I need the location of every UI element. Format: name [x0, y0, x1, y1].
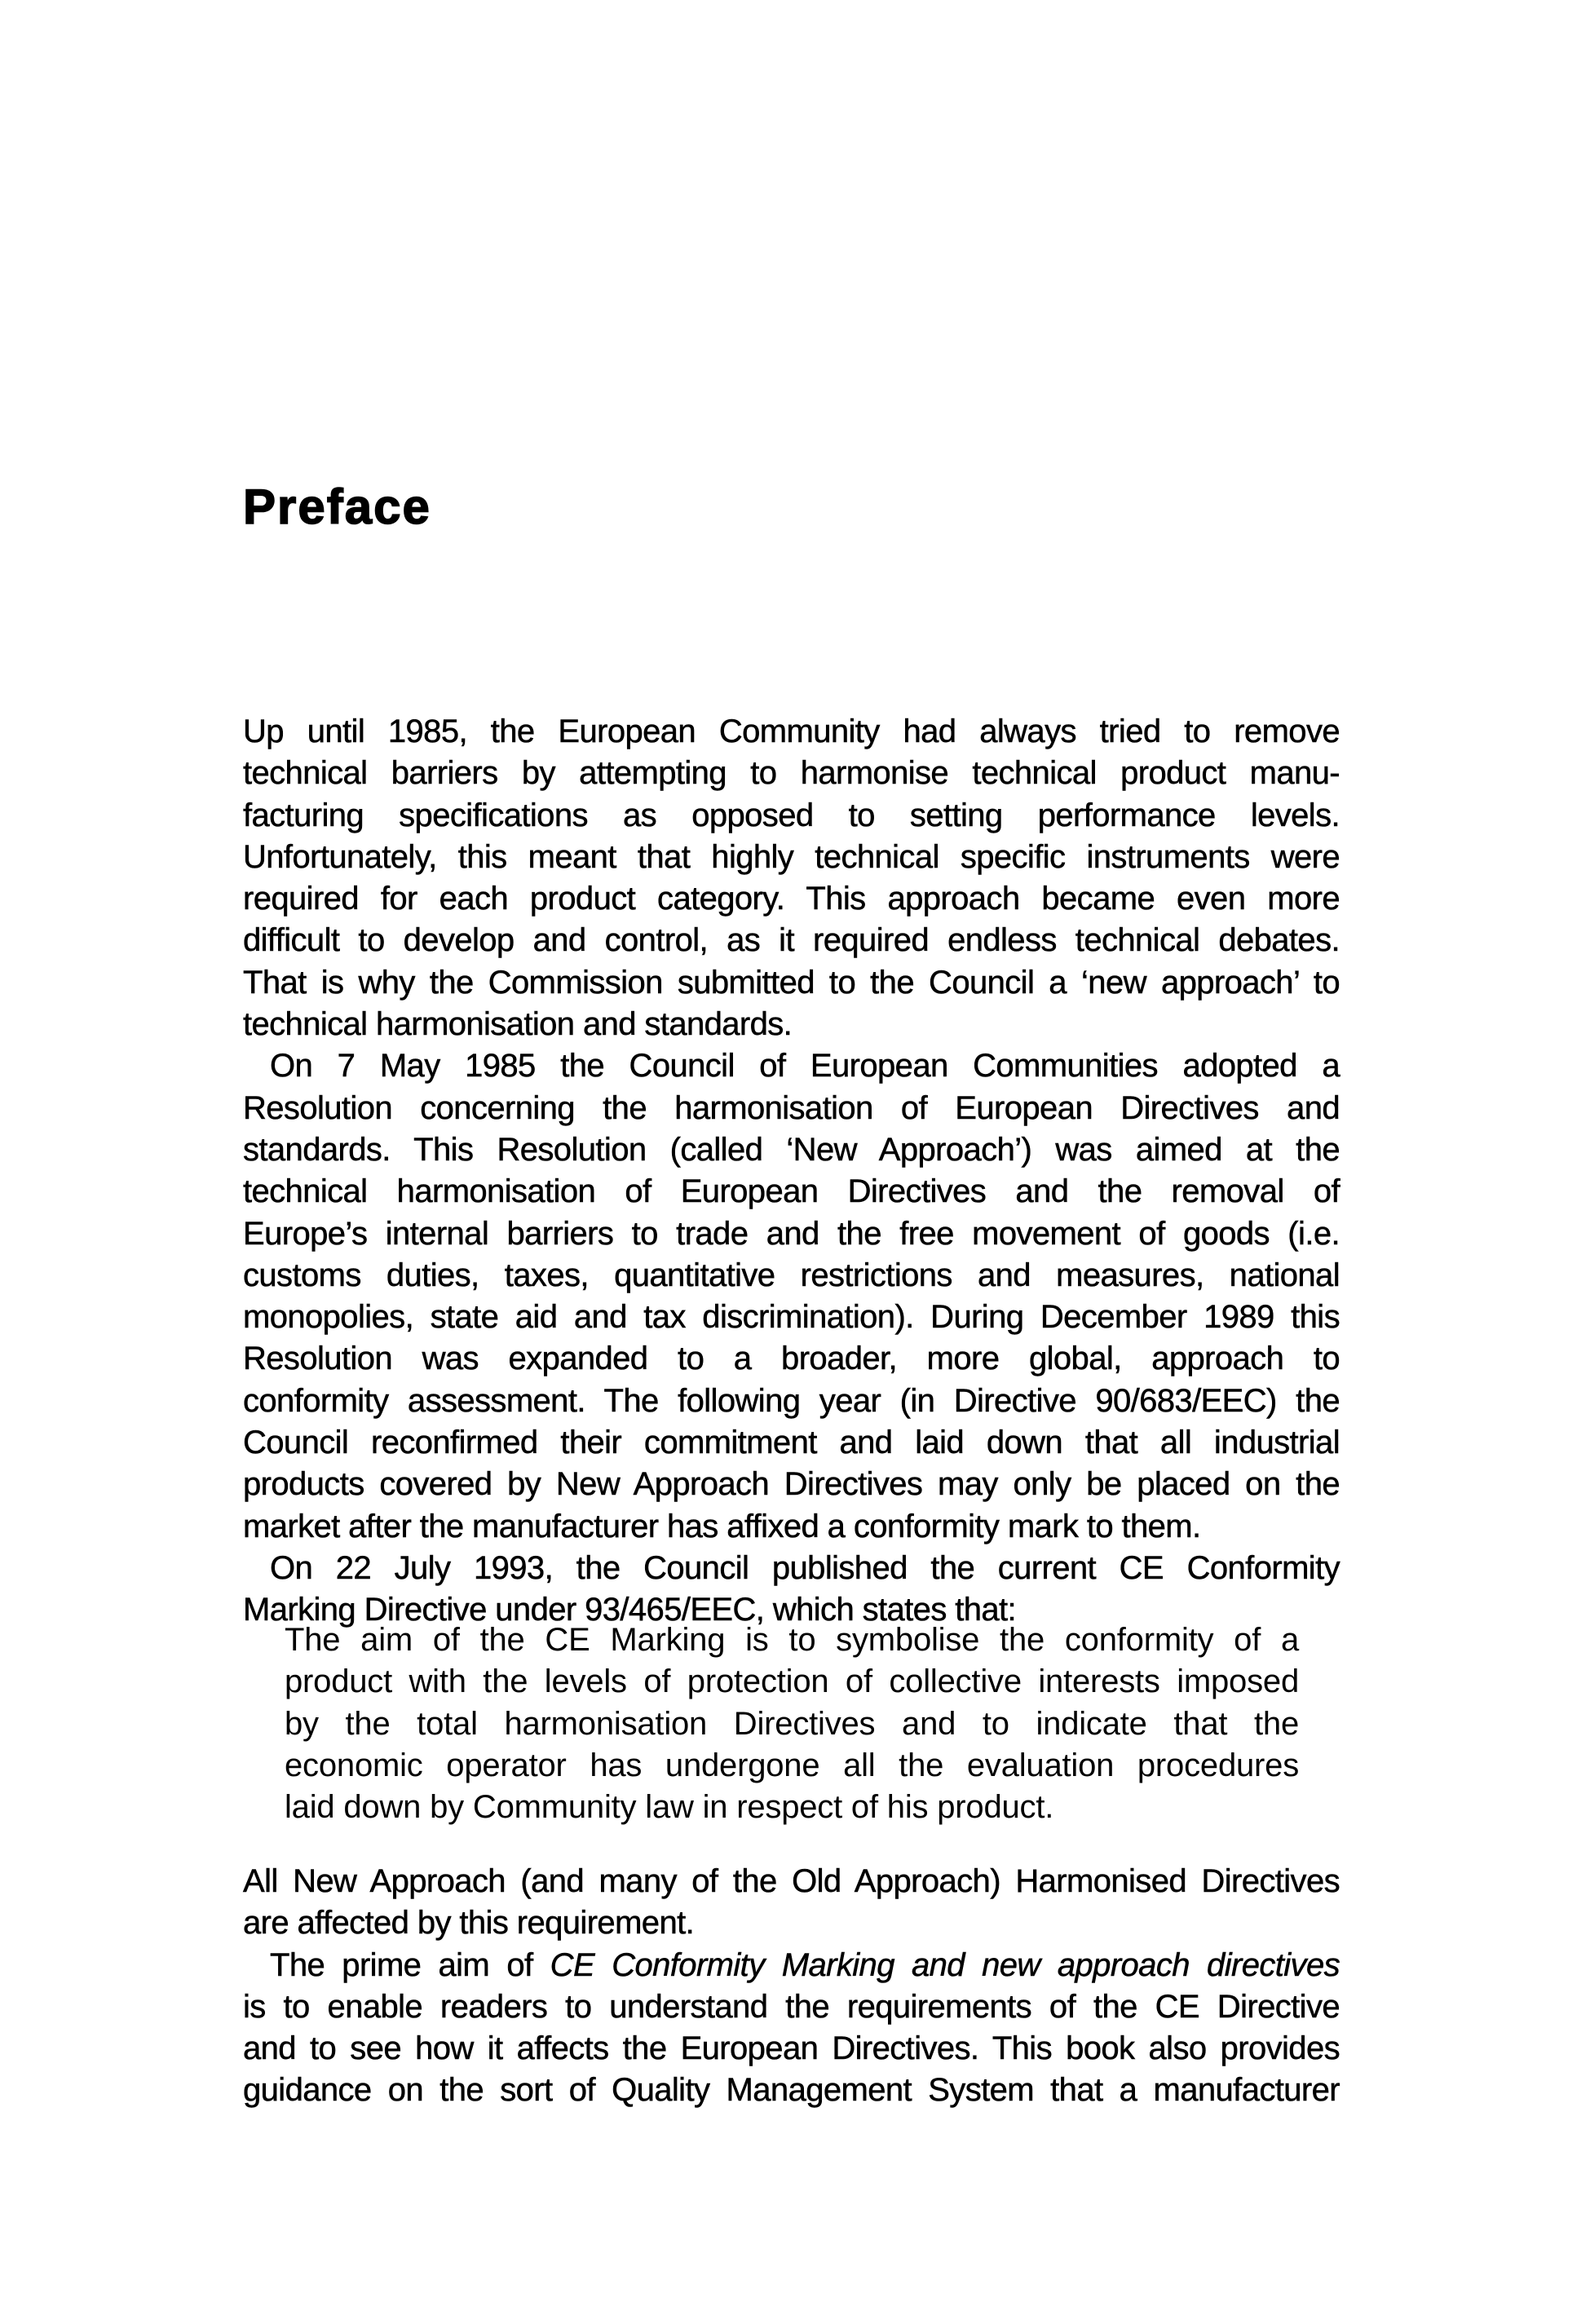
text-line: conformity assessment. The following year (in Directive 90/683/EEC) the [243, 1382, 1340, 1419]
quote-line: laid down by Community law in respect of his product. [285, 1789, 1054, 1826]
text-line: Resolution was expanded to a broader, more global, approach to [243, 1341, 1340, 1377]
page-title: Preface [243, 479, 431, 534]
paragraph-1 [243, 711, 1340, 1632]
text-line: products covered by New Approach Directives may only be placed on the [243, 1466, 1340, 1503]
text-line: guidance on the sort of Quality Management System that a manufacturer [243, 2072, 1340, 2109]
text-line: facturing specifications as opposed to setting performance levels. [243, 797, 1340, 833]
text-line: standards. This Resolution (called ‘New Approach’) was aimed at the [243, 1131, 1340, 1168]
quote-line: product with the levels of protection of collective interests imposed [285, 1663, 1299, 1700]
text-line: On 7 May 1985 the Council of European Communities adopted a [270, 1048, 1340, 1085]
block-quote [285, 1619, 1299, 1828]
paragraph-4 [243, 1861, 1340, 2112]
text-line [243, 1945, 1340, 1986]
text-line: technical harmonisation and standards. [243, 1006, 793, 1043]
text-line: Council reconfirmed their commitment and laid down that all industrial [243, 1425, 1340, 1461]
text-line: On 22 July 1993, the Council published the current CE Conformity [270, 1549, 1340, 1586]
text-line: and to see how it affects the European Directives. This book also provides [243, 2030, 1340, 2067]
text-segment: The prime aim of [270, 1946, 550, 1983]
text-line: That is why the Commission submitted to the Council a ‘new approach’ to [243, 964, 1340, 1001]
text-line: Europe’s internal barriers to trade and the free movement of goods (i.e. [243, 1215, 1340, 1252]
text-line: customs duties, taxes, quantitative restrictions and measures, national [243, 1257, 1340, 1293]
text-line: Resolution concerning the harmonisation of European Directives and [243, 1089, 1340, 1126]
quote-line: The aim of the CE Marking is to symbolise the conformity of a [285, 1622, 1299, 1658]
text-line: Unfortunately, this meant that highly technical specific instruments were [243, 838, 1340, 875]
text-line: required for each product category. This approach became even more [243, 881, 1340, 917]
text-line: are affected by this requirement. [243, 1905, 695, 1942]
text-line: technical harmonisation of European Directives and the removal of [243, 1173, 1340, 1210]
text-line: market after the manufacturer has affixed a conformity mark to them. [243, 1508, 1201, 1544]
quote-line: economic operator has undergone all the evaluation procedures [285, 1747, 1299, 1783]
text-line: Marking Directive under 93/465/EEC, which states that: [243, 1592, 1017, 1628]
book-title: CE Conformity Marking and new approach directives [550, 1946, 1340, 1983]
text-line: is to enable readers to understand the requirements of the CE Directive [243, 1988, 1340, 2025]
text-line: Up until 1985, the European Community had always tried to remove [243, 714, 1340, 749]
text-line: difficult to develop and control, as it required endless technical debates. [243, 922, 1340, 959]
text-line: All New Approach (and many of the Old Approach) Harmonised Directives [243, 1863, 1340, 1899]
text-line: technical barriers by attempting to harmonise technical product manu- [243, 755, 1340, 792]
text-line: monopolies, state aid and tax discrimination). During December 1989 this [243, 1299, 1340, 1336]
quote-line: by the total harmonisation Directives and to indicate that the [285, 1705, 1299, 1742]
